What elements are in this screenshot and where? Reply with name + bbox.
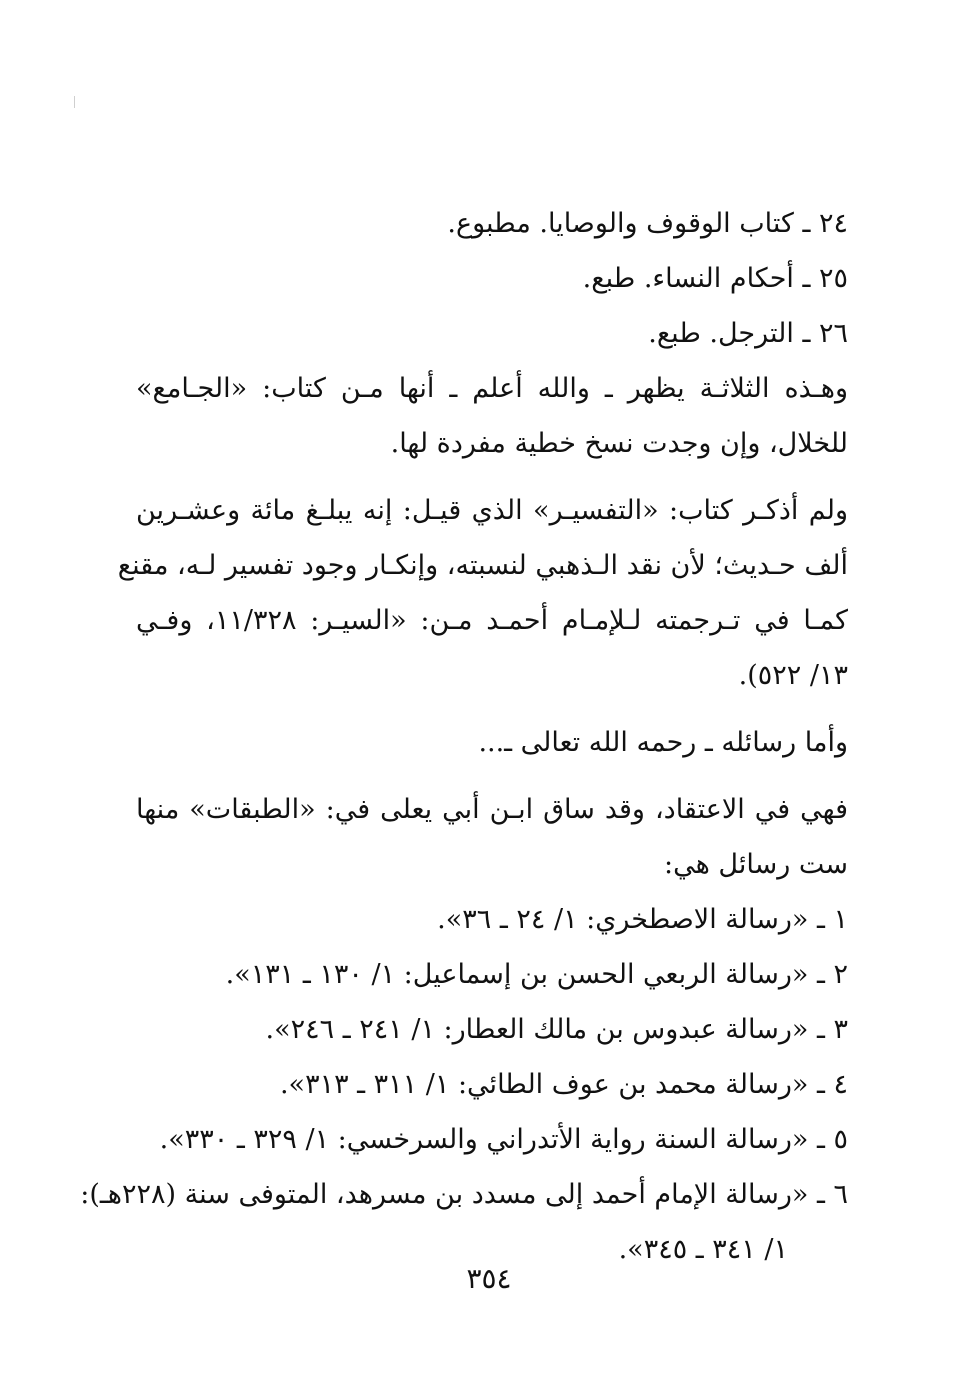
paragraph-3-line-1: فهي في الاعتقاد، وقد ساق ابـن أبي يعلى في: «الطبقات» منها (136, 794, 848, 825)
paragraph-1-line-1: وهـذه الثلاثـة يظهر ـ والله أعلم ـ أنها مـن كتاب: «الجـامع» (136, 373, 848, 404)
list-item-24: ٢٤ ـ كتاب الوقوف والوصايا. مطبوع. (447, 208, 848, 239)
section-intro: وأما رسائله ـ رحمه الله تعالى ـ... (478, 727, 848, 758)
list-item-26: ٢٦ ـ الترجل. طبع. (648, 318, 848, 349)
epistle-item-2: ٢ ـ «رسالة الربعي الحسن بن إسماعيل: ١/ ١٣٠ ـ ١٣١». (225, 959, 848, 990)
paragraph-2-line-2: ألف حـديث؛ لأن نقد الـذهبي لنسبته، وإنكـار وجود تفسير لـه، مقنع (117, 550, 848, 581)
list-item-25: ٢٥ ـ أحكام النساء. طبع. (582, 263, 848, 294)
paragraph-2-line-1: ولم أذكـر كتاب: «التفسيـر» الذي قيـل: إنه يبلـغ مائة وعشـرين (136, 495, 848, 526)
paragraph-1-line-2: للخلال، وإن وجدت نسخ خطية مفردة لها. (390, 428, 848, 459)
epistle-item-3: ٣ ـ «رسالة عبدوس بن مالك العطار: ١/ ٢٤١ ـ ٢٤٦». (265, 1014, 848, 1045)
epistle-item-4: ٤ ـ «رسالة محمد بن عوف الطائي: ١/ ٣١١ ـ ٣١٣». (279, 1069, 848, 1100)
epistle-item-6-continued: ١/ ٣٤١ ـ ٣٤٥». (618, 1234, 788, 1265)
paragraph-2-line-4: ١٣/ ٥٢٢). (738, 660, 848, 691)
paragraph-2-line-3: كمـا في تـرجمته لـلإمـام أحمـد مـن: «السيـر: ١١/٣٢٨، وفـي (136, 605, 848, 636)
page-number: ٣٥٤ (466, 1262, 512, 1295)
page-body (80, 196, 848, 1277)
scan-mark (74, 96, 75, 108)
epistle-item-5: ٥ ـ «رسالة السنة رواية الأتدراني والسرخسي: ١/ ٣٢٩ ـ ٣٣٠». (159, 1124, 848, 1155)
epistle-item-1: ١ ـ «رسالة الاصطخري: ١/ ٢٤ ـ ٣٦». (437, 904, 848, 935)
epistle-item-6: ٦ ـ «رسالة الإمام أحمد إلى مسدد بن مسرهد، المتوفى سنة (٢٢٨هـ): (80, 1179, 848, 1210)
paragraph-3-line-2: ست رسائل هي: (664, 849, 848, 880)
